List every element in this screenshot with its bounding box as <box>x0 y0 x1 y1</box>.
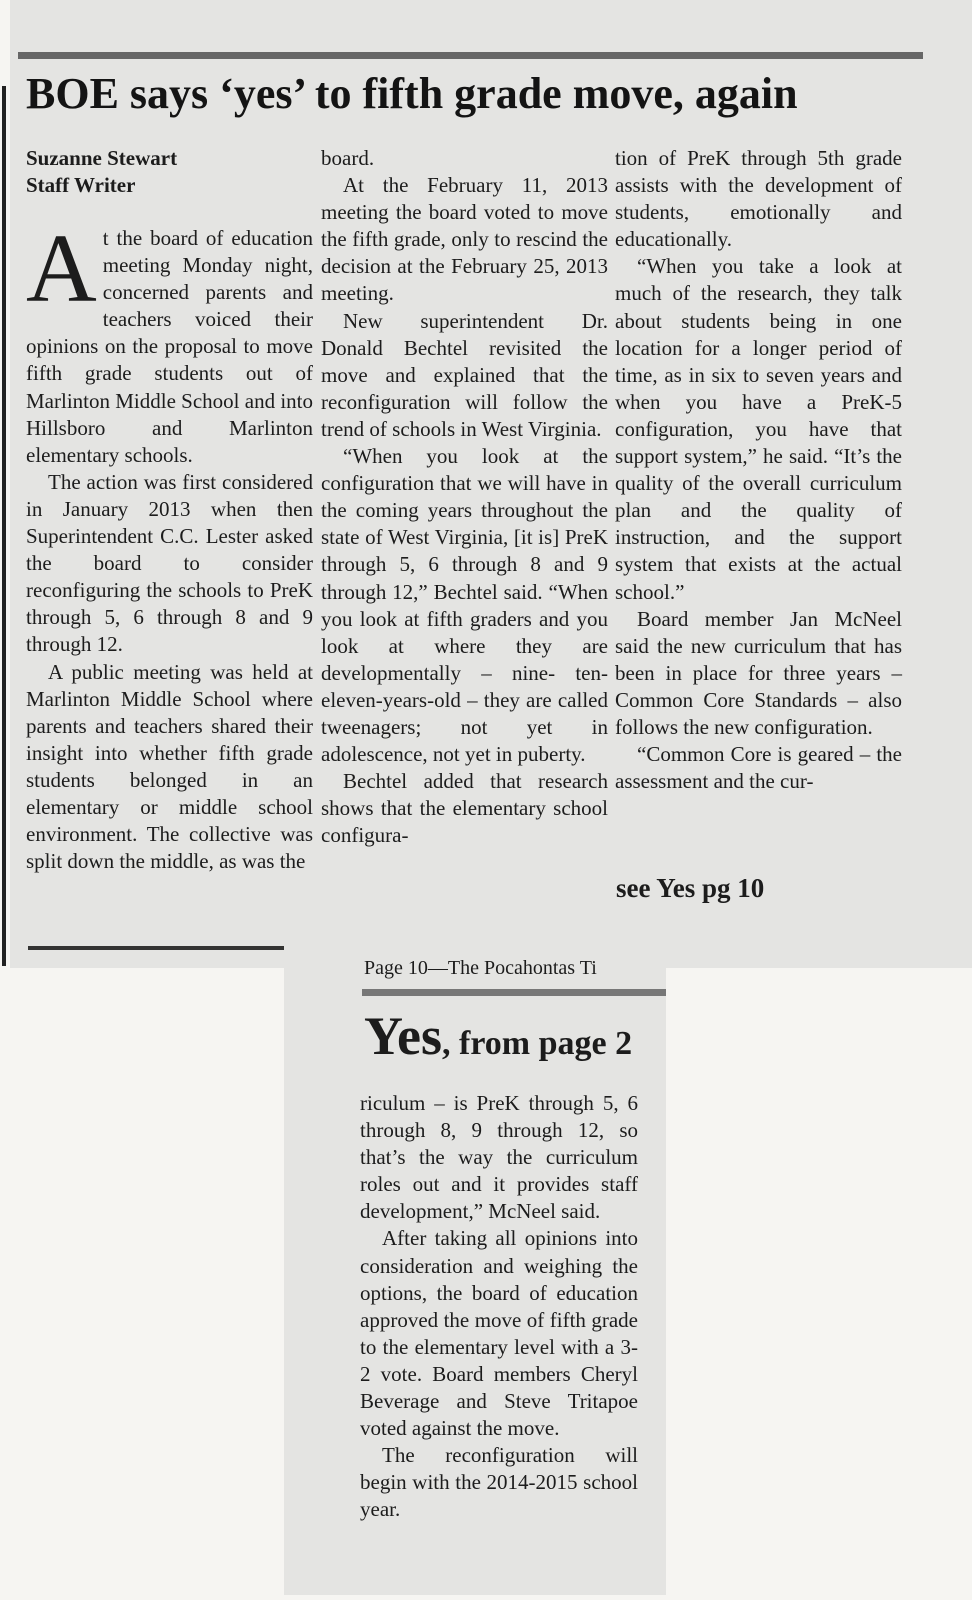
paragraph: Board member Jan McNeel said the new curriculum that has been in place for three years – Common Core Standards – also follows the new configuration. <box>615 606 902 739</box>
drop-cap: A <box>26 215 97 323</box>
continuation-clipping <box>284 945 666 1595</box>
paragraph: “When you look at the configuration that we will have in the coming years throughout the state of West Virginia, [it is] PreK through 5, 6 through 8 and 9 through 12,” Bechtel said. “When you look at fifth graders and you look at where they are developmentally – nine- ten- eleven-years-old – they are called tweenagers; not yet in adolescence, not yet in puberty. <box>321 444 608 767</box>
page-folio: Page 10—The Pocahontas Ti <box>364 957 597 979</box>
article-column-3 <box>615 145 902 795</box>
article-column-1 <box>26 215 313 875</box>
paragraph: riculum – is PreK through 5, 6 through 8, 9 through 12, so that’s the way the curriculum roles out and it provides staff development,” McNeel said. <box>360 1091 638 1224</box>
paragraph: The reconfiguration will begin with the 2014-2015 school year. <box>360 1443 638 1522</box>
article-column-2 <box>321 145 608 849</box>
paragraph: Bechtel added that research shows that the elementary school configura- <box>321 769 608 848</box>
continuation-column <box>360 1090 638 1524</box>
paragraph: New superintendent Dr. Donald Bechtel revisited the move and explained that the reconfiguration will follow the trend of schools in West Virginia. <box>321 308 608 441</box>
paragraph: “Common Core is geared – the assessment and the cur- <box>615 742 902 794</box>
paragraph: board. <box>321 146 375 170</box>
continuation-rule <box>362 989 666 996</box>
continuation-head-rest: , from page 2 <box>442 1025 633 1062</box>
paragraph: The action was first considered in January 2013 when then Superintendent C.C. Lester asked the board to consider reconfiguring the schools to PreK through 5, 6 through 8 and 9 through 12. <box>26 469 313 657</box>
continuation-head-word: Yes <box>364 1006 442 1066</box>
paragraph: After taking all opinions into consideration and weighing the options, the board of education approved the move of fifth grade to the elementary level with a 3-2 vote. Board members Cheryl Beverage and Steve Tritapoe voted against the move. <box>360 1226 638 1441</box>
headline: BOE says ‘yes’ to fifth grade move, again <box>26 69 798 118</box>
paragraph: At the February 11, 2013 meeting the board voted to move the fifth grade, only to rescind the decision at the February 25, 2013 meeting. <box>321 173 608 306</box>
continuation-headline <box>364 1005 632 1067</box>
byline <box>26 145 306 199</box>
byline-name: Suzanne Stewart <box>26 146 178 170</box>
top-rule <box>18 52 923 59</box>
article-clipping <box>10 0 972 968</box>
paragraph: At the board of education meeting Monday night, concerned parents and teachers voiced their opinions on the proposal to move fifth grade students out of Marlinton Middle School and into Hillsboro and Marlinton elementary schools. <box>26 215 313 467</box>
paragraph: “When you take a look at much of the research, they talk about students being in one location for a longer period of time, as in six to seven years and when you have a PreK-5 configuration, you have that support system,” he said. “It’s the quality of the overall curriculum plan and the quality of instruction, and the support system that exists at the actual school.” <box>615 254 902 604</box>
paragraph: tion of PreK through 5th grade assists with the development of students, emotionally and educationally. <box>615 146 902 252</box>
byline-title: Staff Writer <box>26 173 136 197</box>
left-rule <box>2 86 6 966</box>
paragraph: A public meeting was held at Marlinton Middle School where parents and teachers shared their insight into whether fifth grade students belonged in an elementary or middle school environment. The collective was split down the middle, as was the <box>26 659 313 874</box>
jump-line: see Yes pg 10 <box>616 873 765 903</box>
